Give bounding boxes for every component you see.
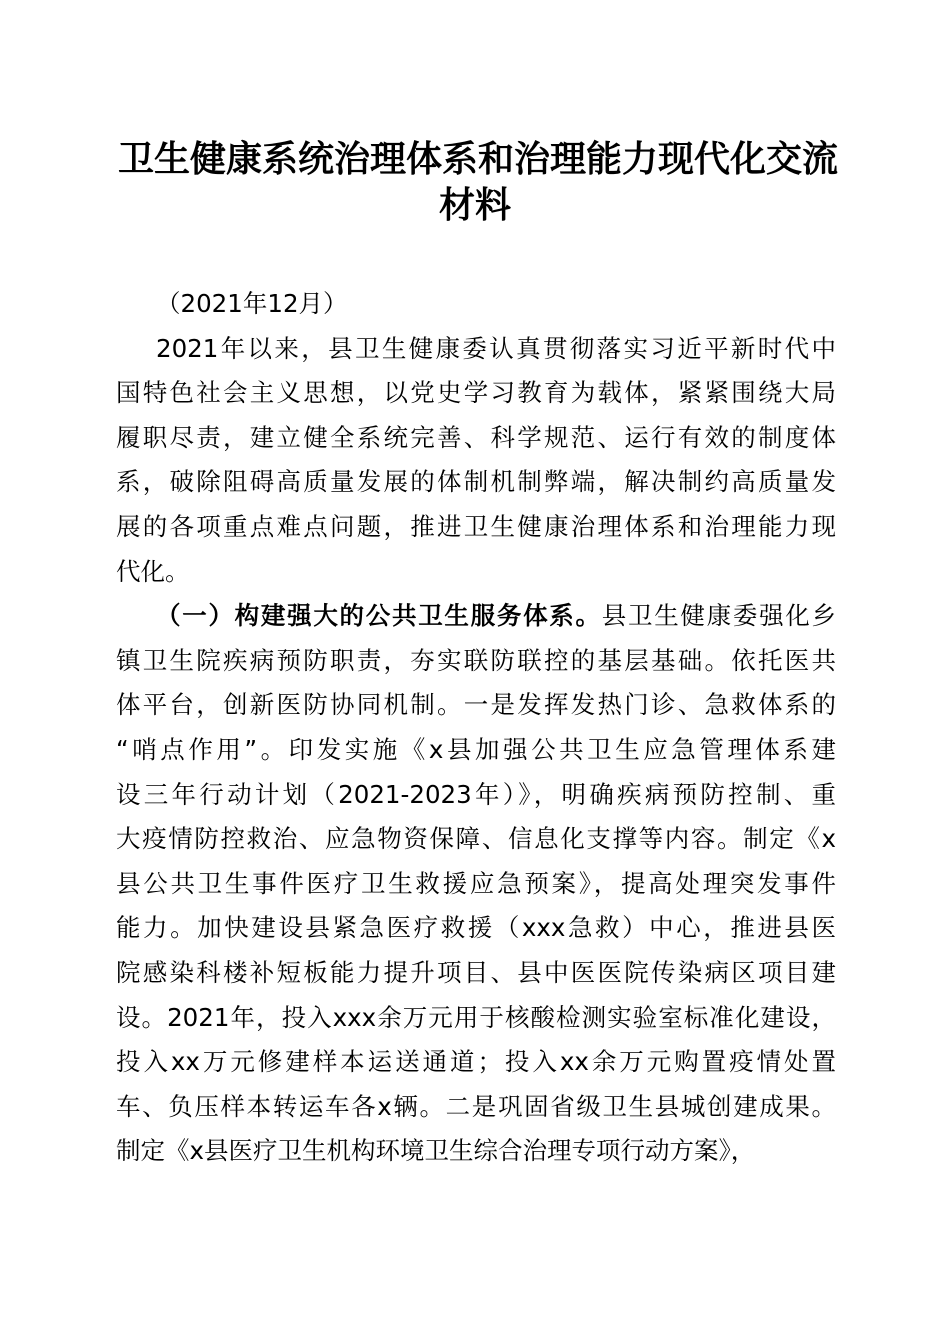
paragraph-line: 镇卫生院疾病预防职责，夯实联防联控的基层基础。依托医共 (116, 645, 836, 675)
paragraph-line: 大疫情防控救治、应急物资保障、信息化支撑等内容。制定《x (116, 824, 836, 854)
document-title (118, 136, 839, 228)
paragraph-line: 县公共卫生事件医疗卫生救援应急预案》，提高处理突发事件 (116, 868, 836, 898)
title-line-2: 材料 (438, 184, 511, 226)
paragraph-line: 院感染科楼补短板能力提升项目、县中医医院传染病区项目建 (116, 957, 836, 987)
paragraph-line: 代化。 (116, 556, 190, 586)
paragraph-line: 体平台，创新医防协同机制。一是发挥发热门诊、急救体系的 (116, 690, 836, 720)
paragraph-line: 车、负压样本转运车各x辆。二是巩固省级卫生县城创建成果。 (116, 1091, 836, 1121)
paragraph-line: 能力。加快建设县紧急医疗救援（xxx急救）中心，推进县医 (116, 913, 836, 943)
paragraph-line: 国特色社会主义思想，以党史学习教育为载体，紧紧围绕大局 (116, 378, 836, 408)
date-line: （2021年12月） (156, 289, 348, 318)
paragraph-line: 履职尽责，建立健全系统完善、科学规范、运行有效的制度体 (116, 422, 836, 452)
paragraph-intro (116, 327, 836, 595)
paragraph-section-1 (116, 594, 836, 1174)
section-heading-rest: 县卫生健康委强化乡 (601, 601, 837, 631)
paragraph-line (116, 594, 836, 639)
paragraph-line: 投入xx万元修建样本运送通道；投入xx余万元购置疫情处置 (116, 1047, 836, 1077)
paragraph-line: 设。2021年，投入xxx余万元用于核酸检测实验室标准化建设， (116, 1002, 836, 1032)
paragraph-line: 设三年行动计划（2021-2023年）》，明确疾病预防控制、重 (116, 779, 836, 809)
paragraph-line: “哨点作用”。印发实施《x县加强公共卫生应急管理体系建 (116, 734, 836, 764)
section-heading: （一）构建强大的公共卫生服务体系。 (156, 601, 602, 631)
paragraph-line: 制定《x县医疗卫生机构环境卫生综合治理专项行动方案》， (116, 1136, 756, 1166)
paragraph-line: 2021年以来，县卫生健康委认真贯彻落实习近平新时代中 (156, 333, 836, 363)
title-line-1: 卫生健康系统治理体系和治理能力现代化交流 (118, 138, 839, 180)
paragraph-line: 系，破除阻碍高质量发展的体制机制弊端，解决制约高质量发 (116, 467, 836, 497)
document-body (116, 282, 836, 1174)
paragraph-line: 展的各项重点难点问题，推进卫生健康治理体系和治理能力现 (116, 511, 836, 541)
